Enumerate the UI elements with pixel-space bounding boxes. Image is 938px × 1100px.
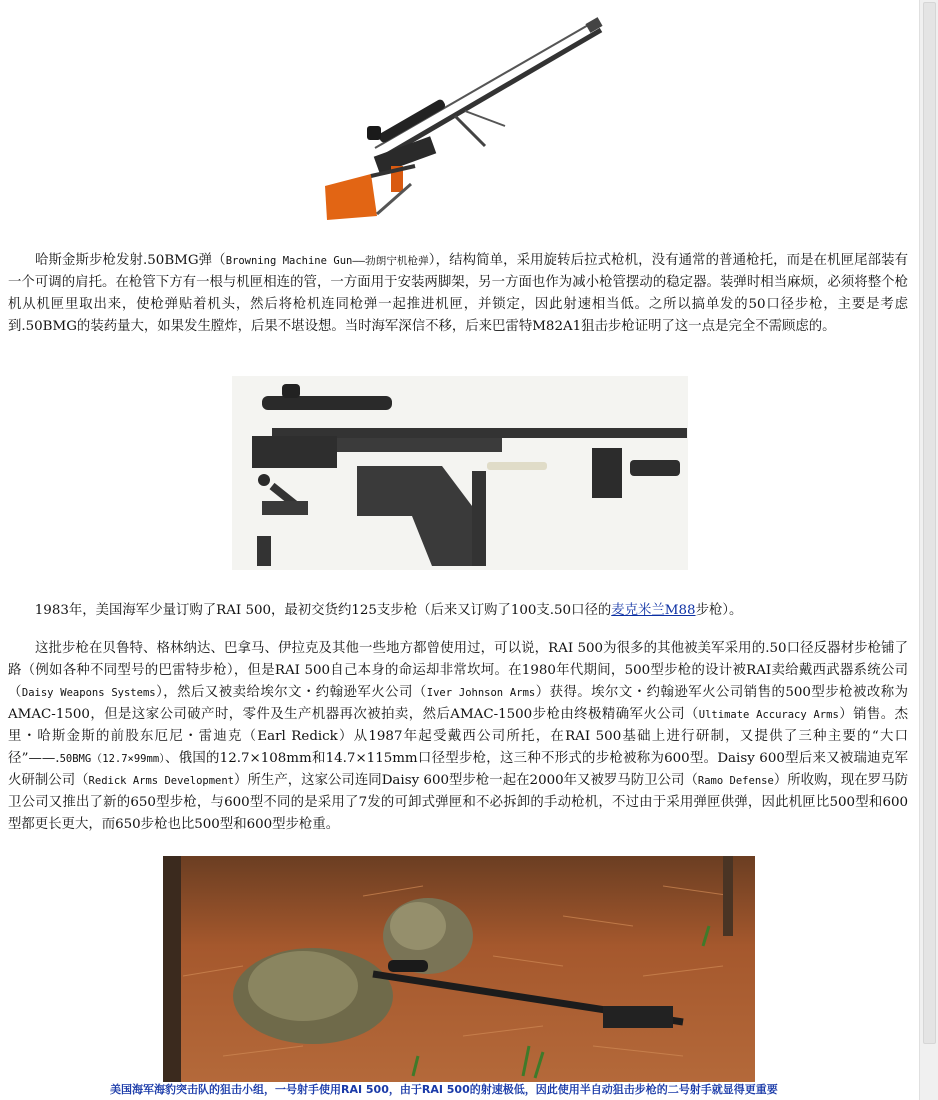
paragraph-haskins — [8, 250, 908, 338]
scrollbar-thumb[interactable] — [923, 2, 936, 1044]
paragraph-1983 — [8, 600, 908, 622]
sniper-team-drawing — [163, 856, 755, 1082]
p1-text-a: 哈斯金斯步枪发射.50BMG弹（ — [35, 253, 226, 268]
p3-text-i: 、俄国的12.7×108mm和14.7×115mm口径型步枪，这三种不形式的步枪被称为600型。Daisy 600型后来又被瑞迪克军火研制公司（ — [8, 751, 908, 788]
p3-50bmg-note: 50BMG（12.7×99mm） — [59, 753, 165, 765]
photo-caption: 美国海军海豹突击队的狙击小组，一号射手使用RAI 500，由于RAI 500的射速极低，因此使用半自动狙击步枪的二号射手就显得更重要 — [110, 1083, 778, 1096]
p1-text-c: ），结构简单，采用旋转后拉式枪机，没有通常的普通枪托，而是在机匣尾部装有一个可调的肩托。在枪管下方有一根与机匣相连的管，一方面用于安装两脚架，另一方面也作为减小枪管摆动的稳定器。装弹时相当麻烦，必须将整个枪机从机匣里取出来，使枪弹贴着机头，然后将枪机连同枪弹一起推进机匣，并锁定，因此射速相当低。之所以搞单发的50口径步枪，主要是考虑到.50BMG的装药量大，如果发生膛炸，后果不堪设想。当时海军深信不移，后来巴雷特M82A1狙击步枪证明了这一点是完全不需顾虑的。 — [8, 253, 909, 334]
disassembled-rifle-image — [232, 376, 688, 570]
p3-uaa-note: Ultimate Accuracy Arms — [698, 709, 839, 721]
p3-text-k: ）所生产，这家公司连同Daisy 600型步枪一起在2000年又被罗马防卫公司（ — [234, 773, 698, 788]
rifle-image — [315, 16, 607, 226]
paragraph-history — [8, 638, 908, 836]
p1-english-note: Browning Machine Gun——勃朗宁机枪弹 — [225, 255, 429, 267]
p2-text-a: 1983年，美国海军少量订购了RAI 500，最初交货约125支步枪（后来又订购了100支.50口径的 — [34, 603, 612, 618]
mcmillan-m88-link[interactable]: 麦克米兰M88 — [611, 603, 696, 618]
p3-daisy-note: Daisy Weapons Systems — [21, 687, 156, 699]
p3-text-e: ）获得。埃尔文・约翰逊军火公司销售的500型步枪被改称为AMAC-1500，但是这家公司破产时，零件及生产机器再次被拍卖，然后AMAC-1500步枪由终极精确军火公司（ — [8, 685, 909, 722]
p3-text-g: ）销售。杰里・哈斯金斯的前股东厄尼・雷迪克（Earl Redick）从1987年起受戴西公司所托，在RAI 500基础上进行研制，又提供了三种主要的“大口径”——. — [8, 707, 908, 766]
p3-ramo-note: Ramo Defense — [697, 775, 774, 787]
sniper-team-photo — [163, 856, 755, 1082]
rifle-drawing — [315, 16, 607, 226]
disassembled-rifle-drawing — [232, 376, 688, 570]
p2-text-b: 步枪）。 — [695, 603, 743, 618]
p3-iver-note: Iver Johnson Arms — [426, 687, 536, 699]
p3-text-a: 这批步枪在贝鲁特、格林纳达、巴拿马、伊拉克及其他一些地方都曾使用过，可以说，RAI 500为很多的其他被美军采用的.50口径反器材步枪铺了路（例如各种不同型号的巴雷特步枪），但是RAI 500自己本身的命运却非常坎坷。在1980年代期间，500型步枪的设计被RAI卖给戴西武器系统公司（ — [8, 641, 909, 700]
p3-text-m: ）所收购，现在罗马防卫公司又推出了新的650型步枪，与600型不同的是采用了7发的可卸式弹匣和不必拆卸的手动枪机，不过由于采用弹匣供弹，因此机匣比500型和600型都更长更大，而650步枪也比500型和600型步枪重。 — [8, 773, 909, 832]
p3-redick-note: Redick Arms Development — [88, 775, 235, 787]
vertical-scrollbar[interactable] — [919, 0, 938, 1100]
p3-text-c: ），然后又被卖给埃尔文・约翰逊军火公司（ — [155, 685, 427, 700]
